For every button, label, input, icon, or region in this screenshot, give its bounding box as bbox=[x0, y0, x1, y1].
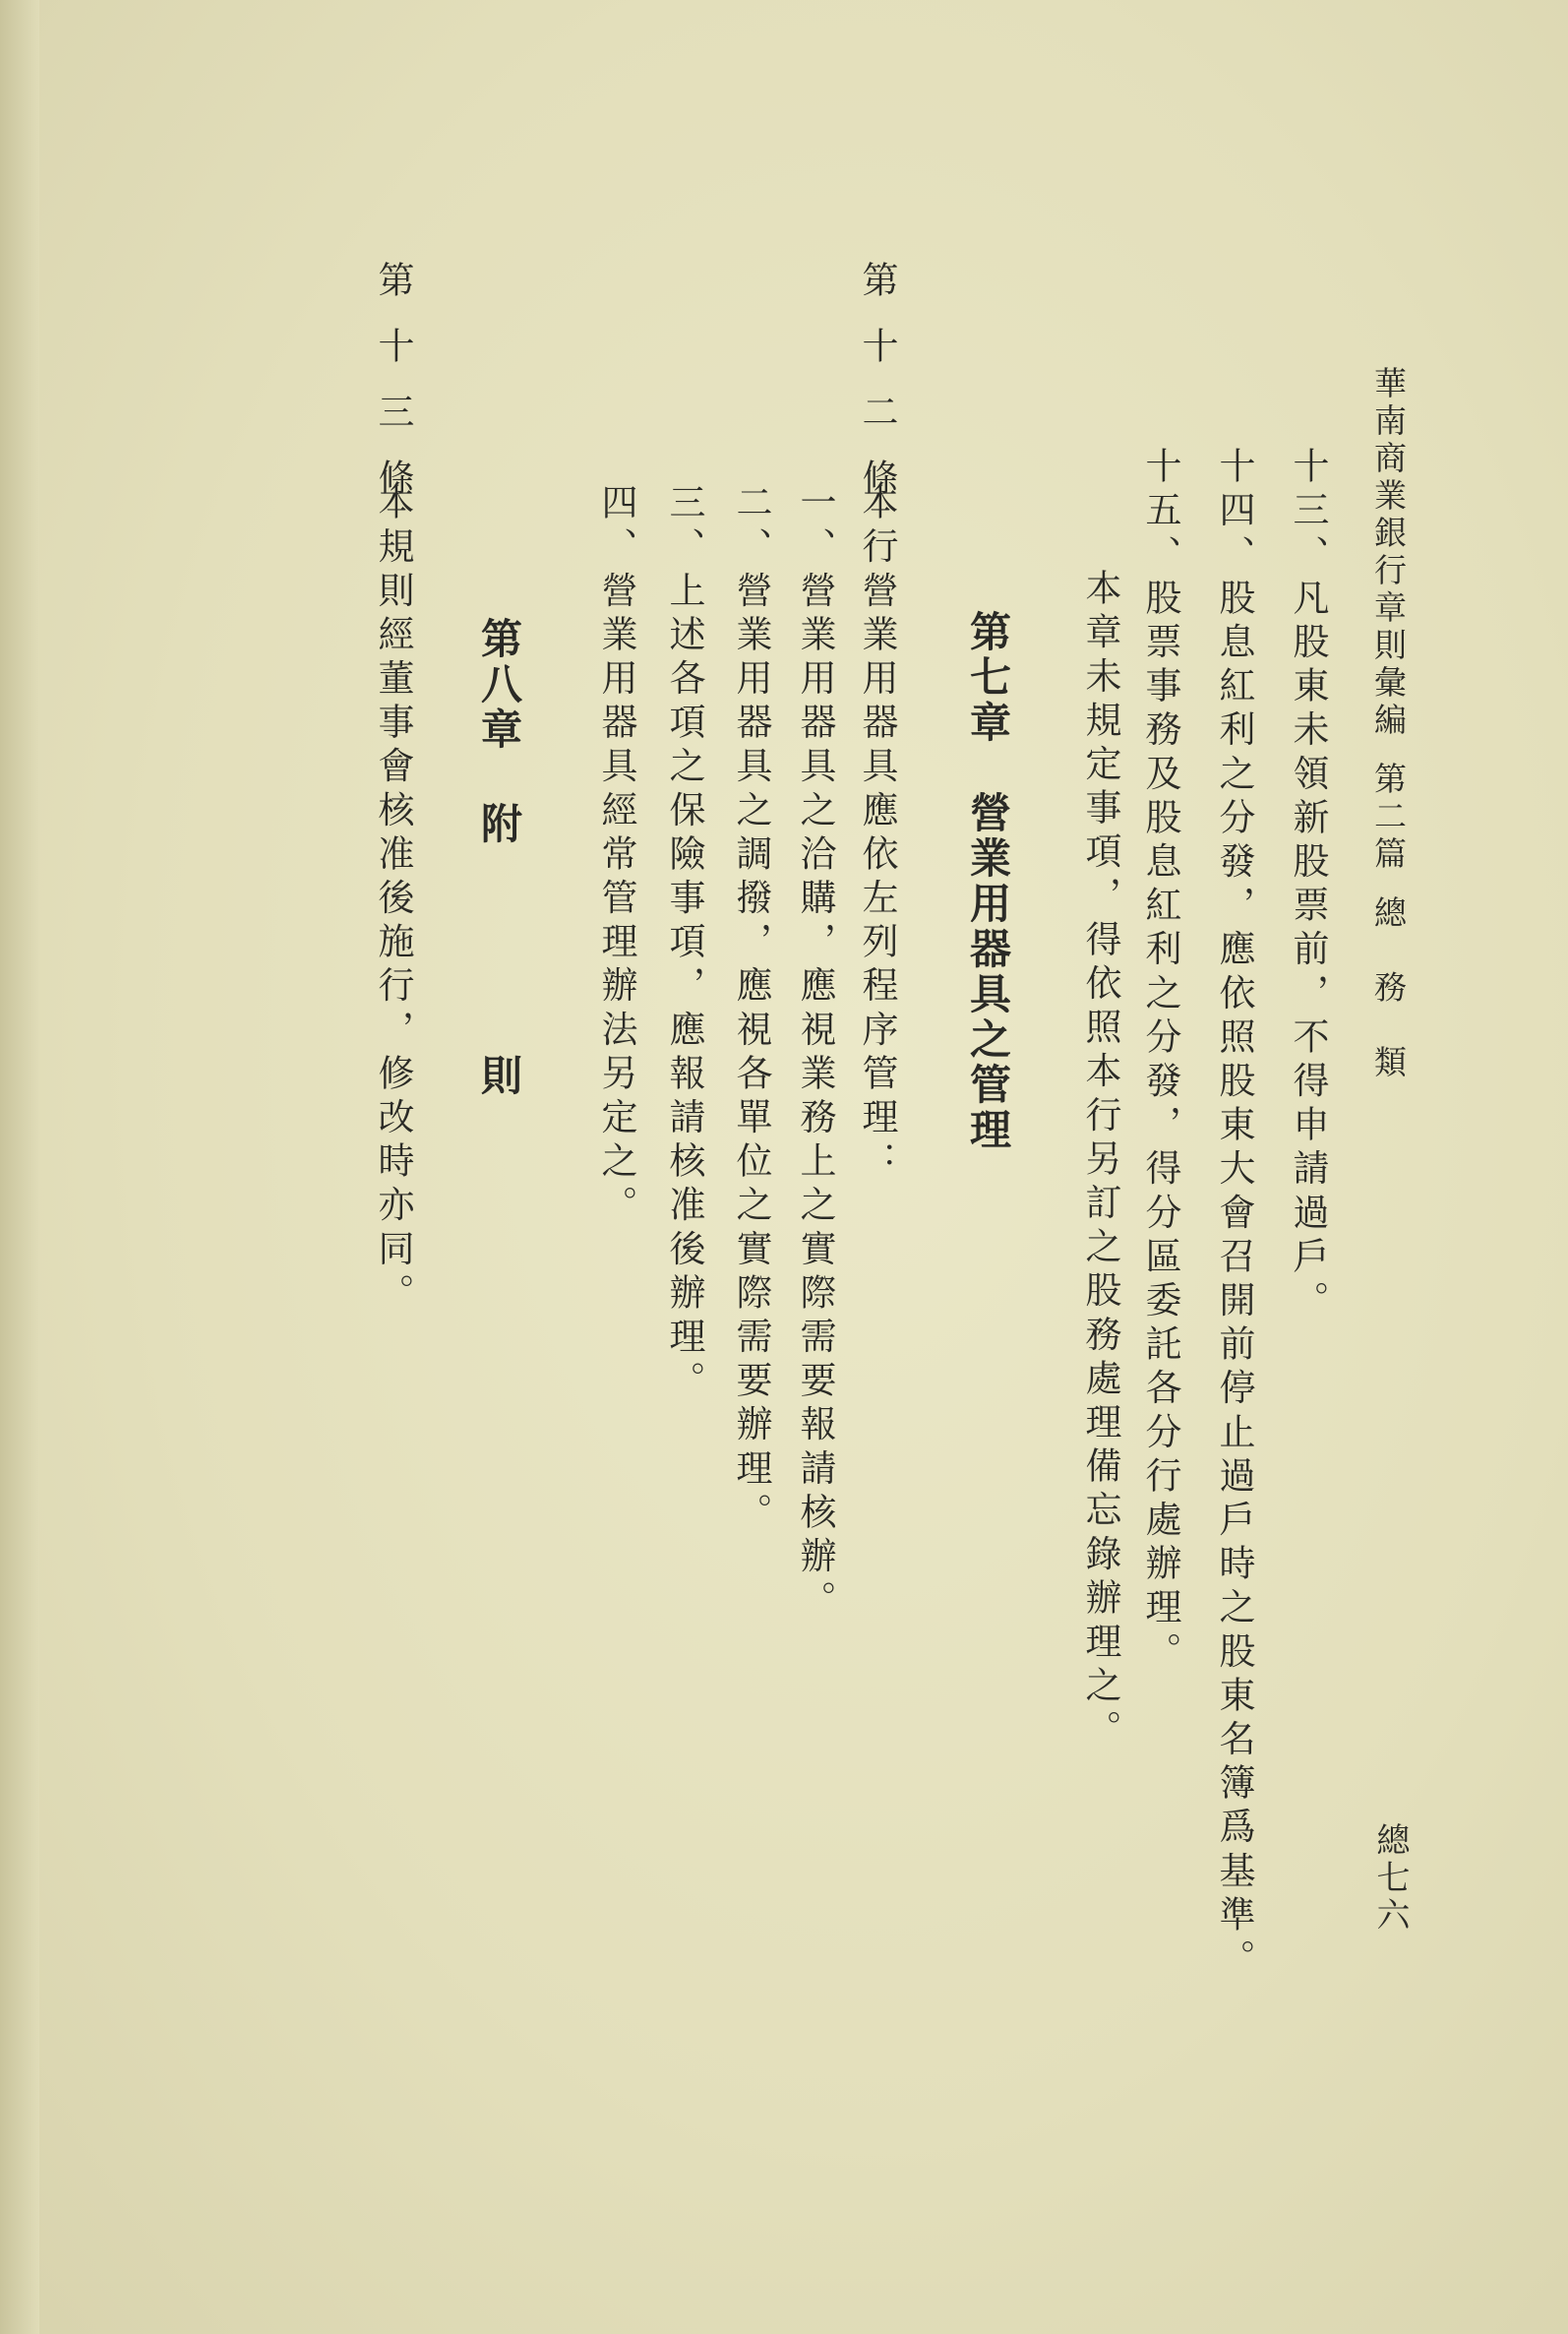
chapter-8-number: 第八章 bbox=[475, 617, 523, 753]
chapter-note: 本章未規定事項，得依照本行另訂之股務處理備忘錄辦理之。 bbox=[1079, 569, 1121, 1754]
article-12-item-3: 三、上述各項之保險事項，應報請核准後辦理。 bbox=[663, 483, 705, 1405]
running-header bbox=[1369, 366, 1408, 1082]
item-14: 十四、股息紅利之分發，應依照股東大會召開前停止過戶時之股東名簿爲基準。 bbox=[1213, 447, 1255, 1983]
part-label: 第二篇 bbox=[1369, 762, 1408, 874]
article-13-label: 第十三條 bbox=[372, 261, 414, 524]
chapter-8-title bbox=[475, 617, 523, 1099]
chapter-7-title: 第七章 營業用器具之管理 bbox=[964, 610, 1012, 1153]
chapter-8-word-2: 則 bbox=[475, 1054, 523, 1099]
article-12-text: 本行營業用器具應依左列程序管理： bbox=[856, 483, 898, 1186]
book-title: 華南商業銀行章則彙編 bbox=[1369, 366, 1408, 740]
item-15: 十五、股票事務及股息紅利之分發，得分區委託各分行處辦理。 bbox=[1139, 447, 1181, 1676]
page-edge-shadow bbox=[0, 0, 39, 2334]
article-12-item-4: 四、營業用器具經常管理辦法另定之。 bbox=[595, 483, 637, 1230]
article-12-item-1: 一、營業用器具之洽購，應視業務上之實際需要報請核辦。 bbox=[794, 483, 836, 1625]
section-label: 總 務 類 bbox=[1369, 895, 1408, 1082]
article-13-text: 本規則經董事會核准後施行，修改時亦同。 bbox=[372, 483, 414, 1318]
article-12-label: 第十二條 bbox=[856, 261, 898, 524]
page-number: 總七六 bbox=[1370, 1822, 1410, 1935]
chapter-8-word-1: 附 bbox=[475, 802, 523, 847]
article-12-item-2: 二、營業用器具之調撥，應視各單位之實際需要辦理。 bbox=[730, 483, 772, 1537]
item-13: 十三、凡股東未領新股票前，不得申請過戶。 bbox=[1287, 447, 1329, 1324]
